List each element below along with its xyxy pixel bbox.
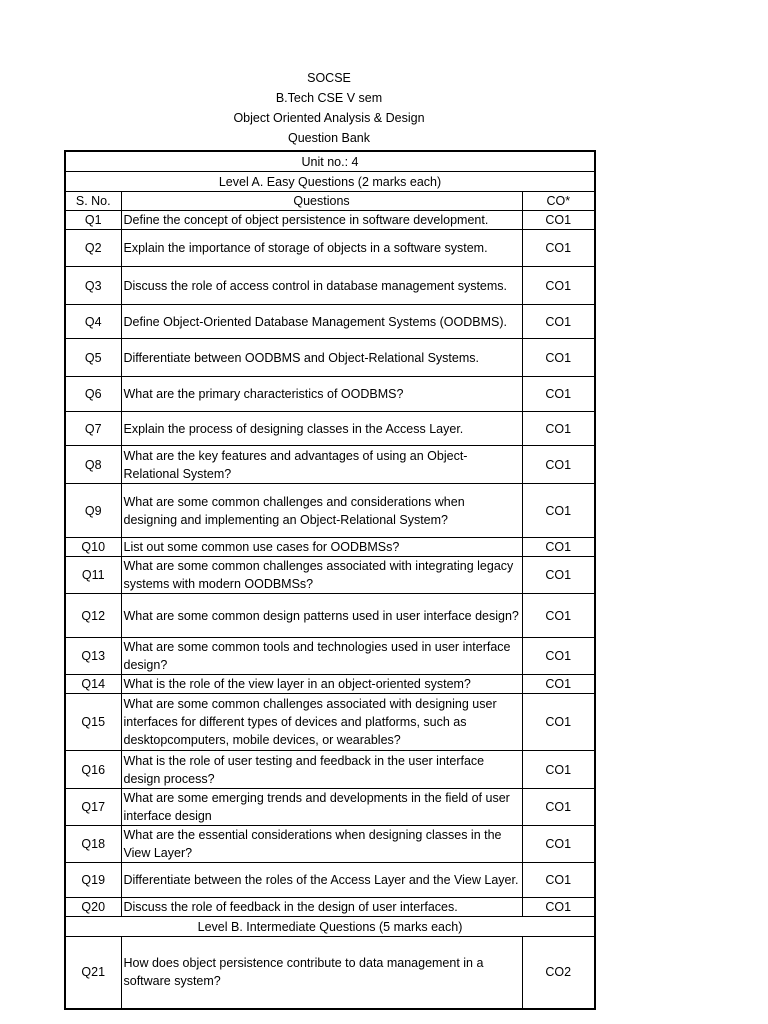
question-number: Q18 [65,826,121,863]
question-row [65,412,595,446]
question-number: Q19 [65,863,121,898]
question-text: Differentiate between the roles of the Access Layer and the View Layer. [121,863,522,898]
question-number: Q6 [65,377,121,412]
question-row [65,937,595,1009]
course-outcome: CO2 [522,937,595,1009]
question-number: Q13 [65,638,121,675]
question-text: Discuss the role of access control in database management systems. [121,267,522,305]
question-number: Q14 [65,675,121,694]
question-row [65,230,595,267]
question-text: What are some common design patterns used in user interface design? [121,594,522,638]
question-text: What are the primary characteristics of OODBMS? [121,377,522,412]
course-outcome: CO1 [522,211,595,230]
col-questions-header: Questions [121,192,522,211]
course-outcome: CO1 [522,538,595,557]
document-header [64,68,594,148]
course-outcome: CO1 [522,594,595,638]
question-number: Q12 [65,594,121,638]
course-outcome: CO1 [522,789,595,826]
question-text: Define the concept of object persistence in software development. [121,211,522,230]
level-b-label: Level B. Intermediate Questions (5 marks each) [65,917,595,937]
question-row [65,898,595,917]
question-number: Q21 [65,937,121,1009]
question-row [65,484,595,538]
question-row [65,675,595,694]
question-text: Differentiate between OODBMS and Object-Relational Systems. [121,339,522,377]
unit-label: Unit no.: 4 [65,151,595,172]
question-text: What are the essential considerations when designing classes in the View Layer? [121,826,522,863]
question-text: What are the key features and advantages of using an Object-Relational System? [121,446,522,484]
question-number: Q10 [65,538,121,557]
question-text: What are some emerging trends and developments in the field of user interface design [121,789,522,826]
question-row [65,751,595,789]
question-row [65,638,595,675]
question-number: Q4 [65,305,121,339]
level-b-row [65,917,595,937]
course-outcome: CO1 [522,446,595,484]
question-text: What are some common tools and technologies used in user interface design? [121,638,522,675]
column-header-row [65,192,595,211]
question-number: Q3 [65,267,121,305]
question-row [65,557,595,594]
course-outcome: CO1 [522,484,595,538]
course-outcome: CO1 [522,638,595,675]
question-text: What is the role of the view layer in an object-oriented system? [121,675,522,694]
question-text: List out some common use cases for OODBMSs? [121,538,522,557]
unit-row [65,151,595,172]
course-outcome: CO1 [522,898,595,917]
document-title: Question Bank [288,131,370,145]
question-text: What are some common challenges associated with integrating legacy systems with modern OODBMSs? [121,557,522,594]
course-outcome: CO1 [522,675,595,694]
question-bank-table [64,150,596,1010]
course-outcome: CO1 [522,377,595,412]
question-text: What are some common challenges associated with designing user interfaces for different types of devices and platforms, such as desktopcomputers, mobile devices, or wearables? [121,694,522,751]
question-row [65,538,595,557]
question-row [65,446,595,484]
question-text: How does object persistence contribute to data management in a software system? [121,937,522,1009]
question-number: Q17 [65,789,121,826]
course-name: Object Oriented Analysis & Design [233,111,425,125]
question-number: Q9 [65,484,121,538]
question-row [65,594,595,638]
question-row [65,863,595,898]
question-text: Explain the importance of storage of objects in a software system. [121,230,522,267]
question-number: Q7 [65,412,121,446]
question-number: Q20 [65,898,121,917]
col-sno-header: S. No. [65,192,121,211]
school-name: SOCSE [307,71,351,85]
program-name: B.Tech CSE V sem [275,91,383,105]
question-row [65,211,595,230]
course-outcome: CO1 [522,267,595,305]
course-outcome: CO1 [522,230,595,267]
course-outcome: CO1 [522,305,595,339]
question-text: Define Object-Oriented Database Management Systems (OODBMS). [121,305,522,339]
col-co-header: CO* [522,192,595,211]
course-outcome: CO1 [522,694,595,751]
course-outcome: CO1 [522,412,595,446]
question-number: Q2 [65,230,121,267]
question-number: Q1 [65,211,121,230]
question-number: Q11 [65,557,121,594]
course-outcome: CO1 [522,557,595,594]
question-row [65,339,595,377]
question-text: Explain the process of designing classes in the Access Layer. [121,412,522,446]
question-number: Q8 [65,446,121,484]
question-number: Q15 [65,694,121,751]
question-row [65,267,595,305]
course-outcome: CO1 [522,863,595,898]
question-number: Q16 [65,751,121,789]
question-row [65,826,595,863]
question-text: What are some common challenges and considerations when designing and implementing an Object-Relational System? [121,484,522,538]
question-text: What is the role of user testing and feedback in the user interface design process? [121,751,522,789]
question-text: Discuss the role of feedback in the design of user interfaces. [121,898,522,917]
question-row [65,694,595,751]
question-row [65,789,595,826]
level-a-label: Level A. Easy Questions (2 marks each) [65,172,595,192]
question-row [65,305,595,339]
level-a-row [65,172,595,192]
course-outcome: CO1 [522,826,595,863]
course-outcome: CO1 [522,339,595,377]
course-outcome: CO1 [522,751,595,789]
question-row [65,377,595,412]
question-number: Q5 [65,339,121,377]
